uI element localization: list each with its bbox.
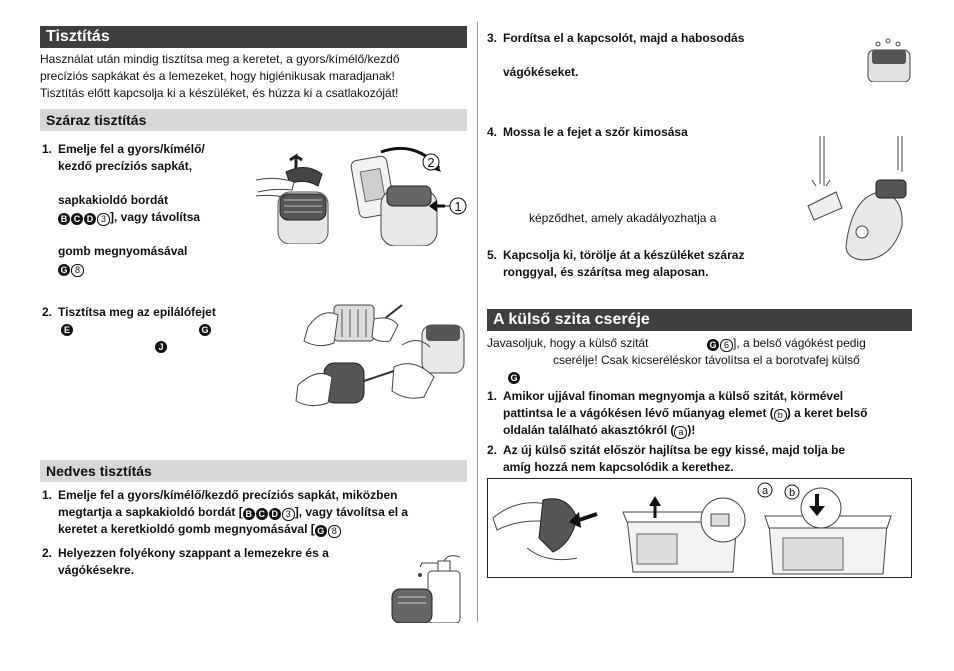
ref-letter-a: a	[674, 426, 687, 439]
dry-step-2	[42, 304, 272, 364]
replace-step1-line3b: )!	[687, 423, 696, 437]
step-number: 2.	[42, 546, 53, 560]
wet-step2-line2: vágókésekre.	[58, 563, 135, 577]
wet-step1-line3a: keretet a keretkioldó gomb megnyomásával [	[58, 522, 315, 536]
ref-g-icon: G	[508, 372, 520, 384]
foil-replacement-intro	[487, 335, 912, 387]
dry-step2-line1: Tisztítsa meg az epilálófejet	[58, 305, 216, 319]
step-4	[487, 124, 787, 141]
wet-step1-line2a: megtartja a sapkakioldó bordát [	[58, 505, 243, 519]
figure-label-2: 2	[427, 155, 435, 170]
ref-j-icon: J	[155, 341, 167, 353]
replace-intro-line1b: ], a belső vágókést pedig	[733, 336, 866, 350]
replace-step1-line3a: oldalán található akasztókról (	[503, 423, 675, 437]
section-title-cleaning: Tisztítás	[40, 26, 467, 48]
wet-step-1	[42, 487, 467, 538]
column-divider	[477, 22, 478, 622]
ref-e-icon: E	[61, 324, 73, 336]
figure-label-1: 1	[454, 199, 462, 214]
brush-cleaning-illustration	[294, 297, 468, 417]
wet-step-2	[42, 545, 382, 579]
step-3	[487, 30, 807, 81]
dry-step1-line5: gomb megnyomásával	[58, 244, 188, 258]
step4-line2: képződhet, amely akadályozhatja a	[529, 211, 717, 225]
frame-removal-illustration	[345, 138, 470, 246]
ref-g-icon: G	[707, 339, 719, 351]
step-number: 1.	[42, 142, 53, 156]
replace-step1-line1: Amikor ujjával finoman megnyomja a külső szitát, körmével	[503, 389, 844, 403]
replace-step2-line2: amíg hozzá nem kapcsolódik a kerethez.	[503, 460, 734, 474]
ref-d-icon: D	[84, 213, 96, 225]
ref-g-icon: G	[199, 324, 211, 336]
replace-step-1	[487, 388, 912, 439]
rinsing-under-tap-illustration	[806, 136, 912, 262]
ref-num-6: 6	[720, 339, 733, 352]
ref-g-icon: G	[58, 264, 70, 276]
cleaning-intro	[40, 51, 470, 102]
ref-c-icon: C	[256, 508, 268, 520]
ref-num-3: 3	[282, 508, 295, 521]
ref-b-icon: B	[58, 213, 70, 225]
step5-line2: ronggyal, és szárítsa meg alaposan.	[503, 265, 709, 279]
dry-step-1	[42, 141, 252, 277]
replace-step-2	[487, 442, 912, 476]
wet-step1-line2b: ], vagy távolítsa el a	[294, 505, 409, 519]
ref-c-icon: C	[71, 213, 83, 225]
intro-line-3: Tisztítás előtt kapcsolja ki a készüléket, és húzza ki a csatlakozóját!	[40, 86, 399, 100]
step-number: 4.	[487, 125, 498, 139]
replace-intro-line2: cserélje! Csak kicseréléskor távolítsa el a borotvafej külső	[553, 353, 860, 367]
ref-d-icon: D	[269, 508, 281, 520]
replace-step1-line2b: ) a keret belső	[786, 406, 868, 420]
step-number: 1.	[42, 488, 53, 502]
foaming-head-illustration	[866, 38, 912, 82]
figure-label-b: b	[788, 487, 796, 499]
epilator-cap-removal-illustration	[256, 152, 336, 244]
step-number: 2.	[42, 305, 53, 319]
ref-num-3: 3	[97, 213, 110, 226]
intro-line-2: precíziós sapkákat és a lemezeket, hogy higiénikusak maradjanak!	[40, 69, 395, 83]
step-number: 3.	[487, 31, 498, 45]
subsection-title-wet: Nedves tisztítás	[40, 460, 467, 482]
step5-line1: Kapcsolja ki, törölje át a készüléket száraz	[503, 248, 745, 262]
ref-num-8: 8	[71, 264, 84, 277]
step4-line1: Mossa le a fejet a szőr kimosása	[503, 125, 688, 139]
replace-step1-line2a: pattintsa le a vágókésen lévő műanyag elemet (	[503, 406, 774, 420]
ref-g-icon: G	[315, 525, 327, 537]
figure-label-a: a	[761, 485, 769, 497]
step-number: 5.	[487, 248, 498, 262]
ref-letter-b: b	[774, 409, 787, 422]
foil-replacement-illustration	[487, 478, 912, 578]
wet-step2-line1: Helyezzen folyékony szappant a lemezekre és a	[58, 546, 329, 560]
dry-step1-line1: Emelje fel a gyors/kímélő/	[58, 142, 205, 156]
ref-num-8: 8	[328, 525, 341, 538]
soap-dispenser-illustration	[388, 553, 468, 623]
step-5	[487, 247, 807, 281]
replace-step2-line1: Az új külső szitát először hajlítsa be egy kissé, majd tolja be	[503, 443, 846, 457]
dry-step1-line4: ], vagy távolítsa	[110, 210, 201, 224]
section-title-foil-replacement: A külső szita cseréje	[487, 309, 912, 331]
wet-step1-line1: Emelje fel a gyors/kímélő/kezdő precíziós sapkát, miközben	[58, 488, 398, 502]
step-number: 2.	[487, 443, 498, 457]
dry-step1-line3: sapkakioldó bordát	[58, 193, 169, 207]
subsection-title-dry: Száraz tisztítás	[40, 109, 467, 131]
intro-line-1: Használat után mindig tisztítsa meg a keretet, a gyors/kímélő/kezdő	[40, 52, 400, 66]
step-number: 1.	[487, 389, 498, 403]
replace-intro-line1a: Javasoljuk, hogy a külső szitát	[487, 336, 649, 350]
dry-step1-line2: kezdő precíziós sapkát,	[58, 159, 193, 173]
step3-line1: Fordítsa el a kapcsolót, majd a habosodás	[503, 31, 745, 45]
step3-line2: vágókéseket.	[503, 65, 579, 79]
ref-b-icon: B	[243, 508, 255, 520]
